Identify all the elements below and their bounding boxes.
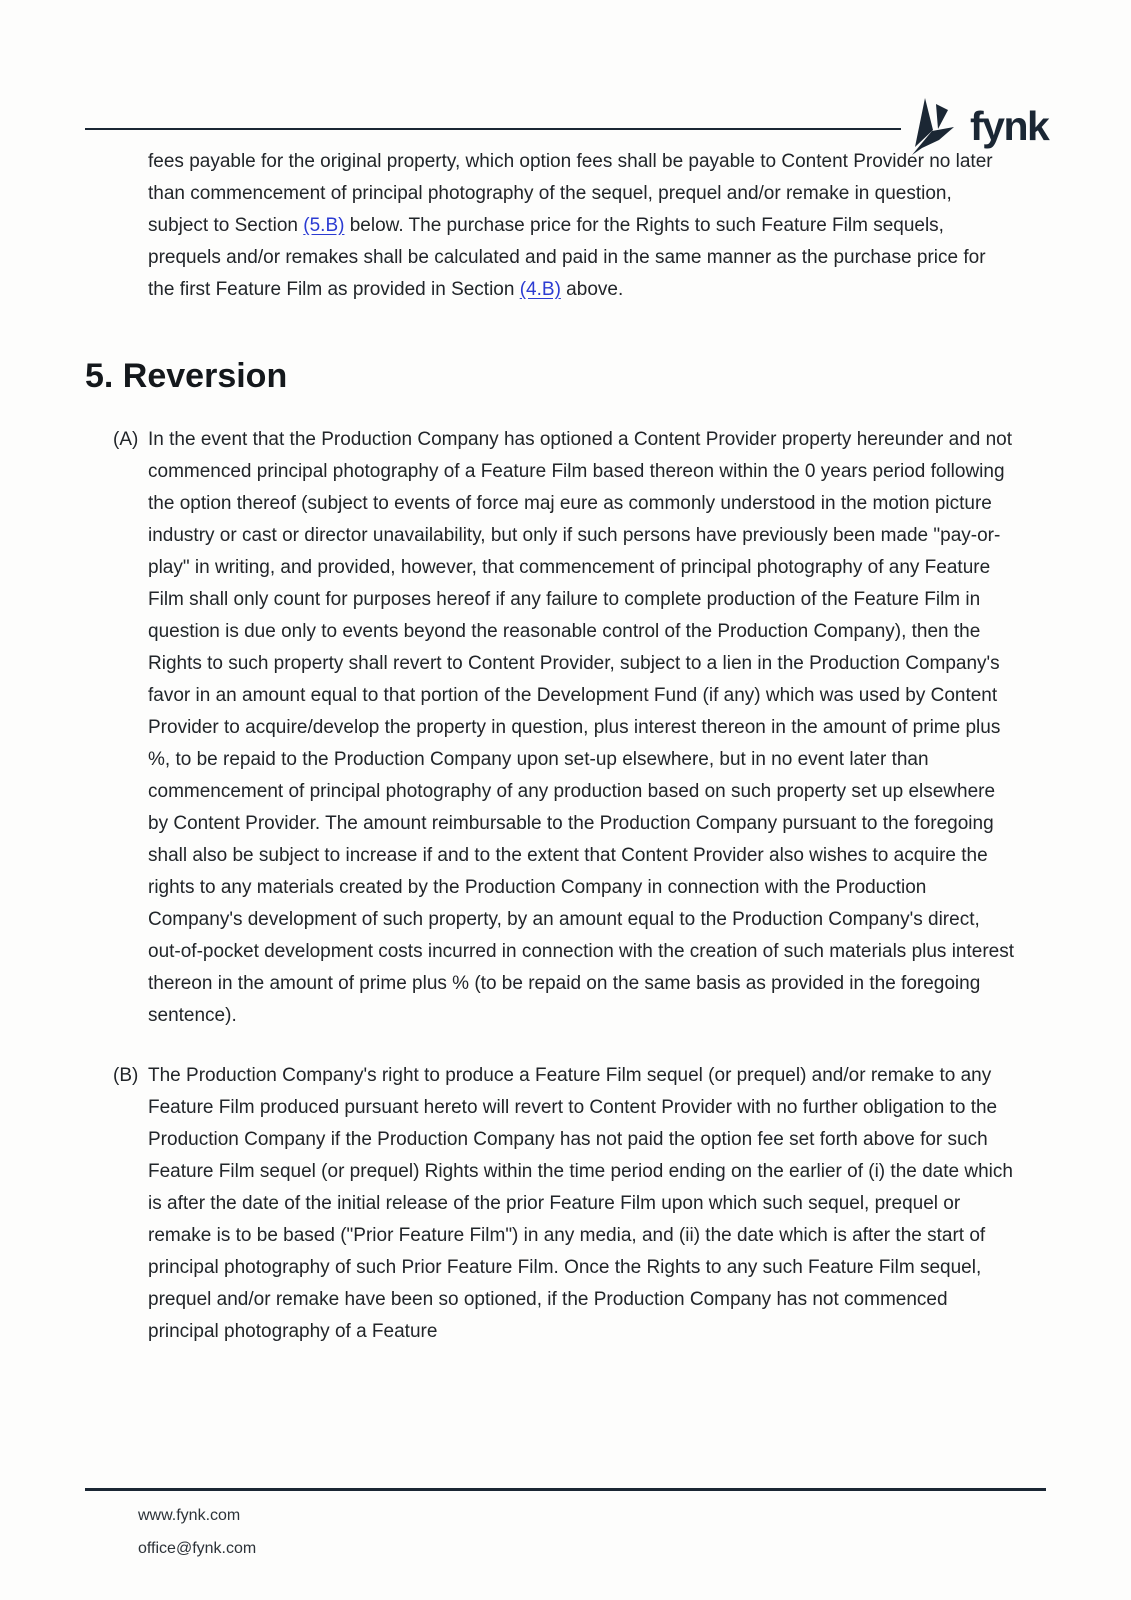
intro-text-3: above.: [560, 279, 624, 300]
footer-divider: [85, 1488, 1046, 1491]
brand-wordmark: fynk: [970, 102, 1049, 149]
header-divider: [85, 128, 901, 130]
footer-contacts: [138, 1499, 256, 1565]
section-link-5b[interactable]: (5.B): [303, 215, 345, 236]
clause-a-marker: (A): [113, 429, 139, 450]
clause-b-marker: (B): [113, 1065, 139, 1086]
footer-website: www.fynk.com: [138, 1507, 241, 1524]
intro-paragraph: [148, 146, 1016, 306]
clause-a-text: In the event that the Production Company has optioned a Content Provider property hereunder and not commenced principal photography of a Feature Film based thereon within the 0 years period following the option thereof (subject to events of force maj eure as commonly understood in the motion picture industry or cast or director unavailability, but only if such persons have previously been made "pay-or-play" in writing, and provided, however, that commencement of principal photography of any Feature Film shall only count for purposes hereof if any failure to complete production of the Feature Film in question is due only to events beyond the reasonable control of the Production Company), then the Rights to such property shall revert to Content Provider, subject to a lien in the Production Company's favor in an amount equal to that portion of the Development Fund (if any) which was used by Content Provider to acquire/develop the property in question, plus interest thereon in the amount of prime plus %, to be repaid to the Production Company upon set-up elsewhere, but in no event later than commencement of principal photography of any production based on such property set up elsewhere by Content Provider. The amount reimbursable to the Production Company pursuant to the foregoing shall also be subject to increase if and to the extent that Content Provider also wishes to acquire the rights to any materials created by the Production Company in connection with the Production Company's development of such property, by an amount equal to the Production Company's direct, out-of-pocket development costs incurred in connection with the creation of such materials plus interest thereon in the amount of prime plus % (to be repaid on the same basis as provided in the foregoing sentence).: [148, 429, 1015, 1026]
intro-text-1: fees payable for the original property, which option fees shall be payable to Content Provider no later than commencement of principal photography of the sequel, prequel and/or remake in question, subject to Section: [148, 151, 993, 236]
section-heading: 5. Reversion: [85, 357, 288, 395]
clause-list: [113, 424, 1016, 1376]
clause-a: [113, 424, 1016, 1032]
clause-b: [113, 1060, 1016, 1348]
intro-text-2: below. The purchase price for the Rights to such Feature Film sequels, prequels and/or remakes shall be calculated and paid in the same manner as the purchase price for the first Feature Film as provided in Section: [148, 215, 986, 300]
footer-email: office@fynk.com: [138, 1540, 257, 1557]
clause-b-text: The Production Company's right to produce a Feature Film sequel (or prequel) and/or remake to any Feature Film produced pursuant hereto will revert to Content Provider with no further obligation to the Production Company if the Production Company has not paid the option fee set forth above for such Feature Film sequel (or prequel) Rights within the time period ending on the earlier of (i) the date which is after the date of the initial release of the prior Feature Film upon which such sequel, prequel or remake is to be based ("Prior Feature Film") in any media, and (ii) the date which is after the start of principal photography of such Prior Feature Film. Once the Rights to any such Feature Film sequel, prequel and/or remake have been so optioned, if the Production Company has not commenced principal photography of a Feature: [148, 1065, 1013, 1342]
section-link-4b[interactable]: (4.B): [519, 279, 561, 300]
